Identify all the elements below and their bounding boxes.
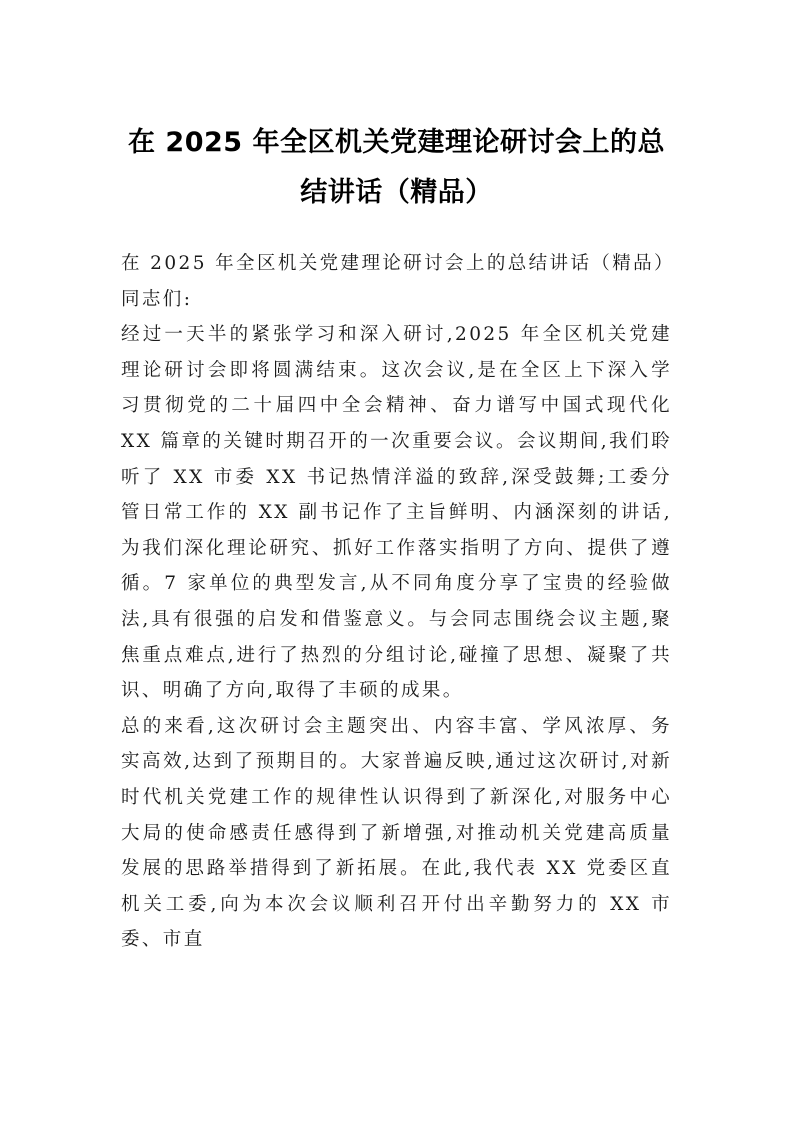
subtitle-line: 在 2025 年全区机关党建理论研讨会上的总结讲话（精品） (121, 253, 675, 274)
body-paragraph: 经过一天半的紧张学习和深入研讨,2025 年全区机关党建理论研讨会即将圆满结束。这次会议,是在全区上下深入学习贯彻党的二十届四中全会精神、奋力谱写中国式现代化 XX 篇章的关键时期召开的一次重要会议。会议期间,我们聆听了 XX 市委 XX 书记热情洋溢的致辞,深受鼓舞;工委分管日常工作的 XX 副书记作了主旨鲜明、内涵深刻的讲话,为我们深化理论研究、抓好工作落实指明了方向、提供了遵循。7 家单位的典型发言,从不同角度分享了宝贵的经验做法,具有很强的启发和借鉴意义。与会同志围绕会议主题,聚焦重点难点,进行了热烈的分组讨论,碰撞了思想、凝聚了共识、明确了方向,取得了丰硕的成果。 (121, 324, 672, 702)
document-body (121, 246, 675, 958)
salutation: 同志们: (121, 288, 193, 310)
body-paragraph: 总的来看,这次研讨会主题突出、内容丰富、学风浓厚、务实高效,达到了预期目的。大家普遍反映,通过这次研讨,对新时代机关党建工作的规律性认识得到了新深化,对服务中心大局的使命感责任感得到了新增强,对推动机关党建高质量发展的思路举措得到了新拓展。在此,我代表 XX 党委区直机关工委,向为本次会议顺利召开付出辛勤努力的 XX 市委、市直 (121, 715, 672, 951)
document-title: 在 2025 年全区机关党建理论研讨会上的总结讲话（精品） (128, 127, 665, 208)
